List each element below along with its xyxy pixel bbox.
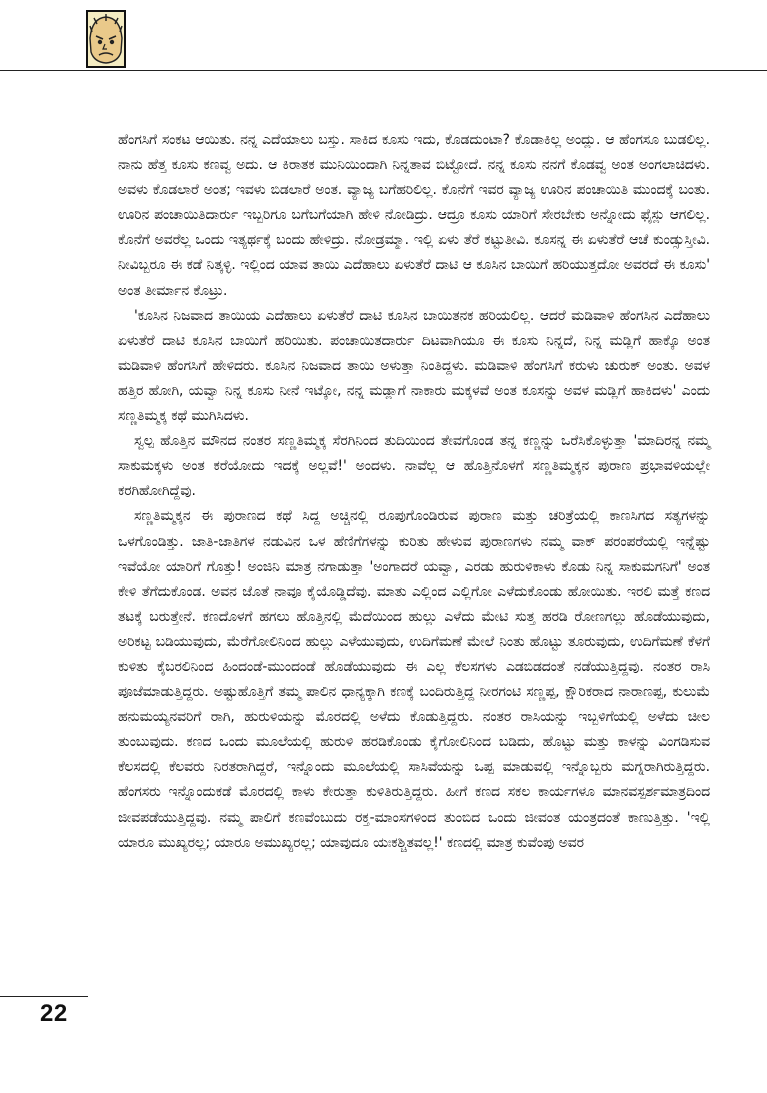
- page-body: [118, 128, 710, 856]
- header-divider: [0, 70, 767, 71]
- paragraph: ಹೆಂಗಸಿಗೆ ಸಂಕಟ ಆಯಿತು. ನನ್ನ ಎದೆಯಾಲು ಬಸ್ತು. ಸಾಕಿದ ಕೂಸು ಇದು, ಕೊಡದುಂಟಾ? ಕೊಡಾಕಿಲ್ಲ ಅಂದ್ಲು. ಆ ಹೆಂಗಸೂ ಬುಡಲಿಲ್ಲ. ನಾನು ಹೆತ್ತ ಕೂಸು ಕಣವ್ವ ಅದು. ಆ ಕಿರಾತಕ ಮುನಿಯಿಂದಾಗಿ ನಿನ್ನತಾವ ಬಿಟ್ಟೋದೆ. ನನ್ನ ಕೂಸು ನನಗೆ ಕೊಡವ್ವ ಅಂತ ಅಂಗಲಾಚಿದಳು. ಅವಳು ಕೊಡಲಾರೆ ಅಂತ; ಇವಳು ಬಿಡಲಾರೆ ಅಂತ. ವ್ಯಾಜ್ಯ ಬಗೆಹರಿಲಿಲ್ಲ. ಕೊನೆಗೆ ಇವರ ವ್ಯಾಜ್ಯ ಊರಿನ ಪಂಚಾಯಿತಿ ಮುಂದಕ್ಕೆ ಬಂತು. ಊರಿನ ಪಂಚಾಯಿತಿದಾರ್ರು ಇಬ್ಬರಿಗೂ ಬಗೆಬಗೆಯಾಗಿ ಹೇಳಿ ನೋಡಿದ್ರು. ಆದ್ರೂ ಕೂಸು ಯಾರಿಗೆ ಸೇರಬೇಕು ಅನ್ನೋದು ಫೈಸ್ಲು ಆಗಲಿಲ್ಲ. ಕೊನೆಗೆ ಅವರೆಲ್ಲ ಒಂದು ಇತ್ಯರ್ಥಕ್ಕೆ ಬಂದು ಹೇಳಿದ್ರು. ನೋಡ್ರಮ್ಮಾ. ಇಲ್ಲಿ ಏಳು ತೆರೆ ಕಟ್ಟುತೀವಿ. ಕೂಸನ್ನ ಈ ಏಳುತೆರೆ ಆಚೆ ಕುಂಡ್ಸುಸ್ತೀವಿ. ನೀವಿಬ್ಬರೂ ಈ ಕಡೆ ನಿತ್ಕಳ್ಳಿ. ಇಲ್ಲಿಂದ ಯಾವ ತಾಯಿ ಎದೆಹಾಲು ಏಳುತೆರೆ ದಾಟಿ ಆ ಕೂಸಿನ ಬಾಯಿಗೆ ಹರಿಯುತ್ತದೋ ಅವರದೆ ಈ ಕೂಸು' ಅಂತ ತೀರ್ಮಾನ ಕೊಟ್ರು.: [118, 132, 710, 299]
- cartoon-face-logo-icon: [86, 10, 126, 68]
- footer-divider: [0, 996, 88, 997]
- cartoon-face-drawing: [88, 12, 124, 66]
- paragraph: ಸ್ವಲ್ಪ ಹೊತ್ತಿನ ಮೌನದ ನಂತರ ಸಣ್ಣತಿಮ್ಮಕ್ಕ ಸೆರಗಿನಿಂದ ತುದಿಯಿಂದ ತೇವಗೊಂಡ ತನ್ನ ಕಣ್ಣನ್ನು ಒರೆಸಿಕೊಳ್ಳುತ್ತಾ 'ಮಾದಿರನ್ನ ನಮ್ಮ ಸಾಕುಮಕ್ಕಳು ಅಂತ ಕರೆಯೋದು ಇದಕ್ಕೆ ಅಲ್ಲವೆ!' ಅಂದಳು. ನಾವೆಲ್ಲ ಆ ಹೊತ್ತಿನೊಳಗೆ ಸಣ್ಣತಿಮ್ಮಕ್ಕನ ಪುರಾಣ ಪ್ರಭಾವಳಿಯಲ್ಲೇ ಕರಗಿಹೋಗಿದ್ದೆವು.: [118, 433, 710, 500]
- page-number: 22: [40, 1000, 68, 1027]
- paragraph: 'ಕೂಸಿನ ನಿಜವಾದ ತಾಯಿಯ ಎದೆಹಾಲು ಏಳುತೆರೆ ದಾಟಿ ಕೂಸಿನ ಬಾಯಿತನಕ ಹರಿಯಲಿಲ್ಲ. ಆದರೆ ಮಡಿವಾಳಿ ಹೆಂಗಸಿನ ಎದೆಹಾಲು ಏಳುತೆರೆ ದಾಟಿ ಕೂಸಿನ ಬಾಯಿಗೆ ಹರಿಯಿತು. ಪಂಚಾಯಿತದಾರ್ರು ದಿಟವಾಗಿಯೂ ಈ ಕೂಸು ನಿನ್ನದೆ, ನಿನ್ನ ಮಡ್ಲಿಗೆ ಹಾಕ್ಕೊ ಅಂತ ಮಡಿವಾಳಿ ಹೆಂಗಸಿಗೆ ಹೇಳಿದರು. ಕೂಸಿನ ನಿಜವಾದ ತಾಯಿ ಅಳುತ್ತಾ ನಿಂತಿದ್ದಳು. ಮಡಿವಾಳಿ ಹೆಂಗಸಿಗೆ ಕರುಳು ಚುರುಕ್ ಅಂತು. ಅವಳ ಹತ್ತಿರ ಹೋಗಿ, ಯವ್ವಾ ನಿನ್ನ ಕೂಸು ನೀನೆ ಇಟ್ಕೋ, ನನ್ನ ಮಡ್ಲಾಗೆ ನಾಕಾರು ಮಕ್ಕಳವೆ ಅಂತ ಕೂಸನ್ನು ಅವಳ ಮಡ್ಲಿಗೆ ಹಾಕಿದಳು' ಎಂದು ಸಣ್ಣತಿಮ್ಮಕ್ಕ ಕಥೆ ಮುಗಿಸಿದಳು.: [118, 307, 710, 425]
- paragraph: ಸಣ್ಣತಿಮ್ಮಕ್ಕನ ಈ ಪುರಾಣದ ಕಥೆ ಸಿದ್ದ ಅಚ್ಚಿನಲ್ಲಿ ರೂಪುಗೊಂಡಿರುವ ಪುರಾಣ ಮತ್ತು ಚರಿತ್ರೆಯಲ್ಲಿ ಕಾಣಸಿಗದ ಸತ್ಯಗಳನ್ನು ಒಳಗೊಂಡಿತ್ತು. ಜಾತಿ-ಜಾತಿಗಳ ನಡುವಿನ ಒಳ ಹೆಣಿಗೆಗಳನ್ನು ಕುರಿತು ಹೇಳುವ ಪುರಾಣಗಳು ನಮ್ಮ ವಾಕ್ ಪರಂಪರೆಯಲ್ಲಿ ಇನ್ನೆಷ್ಟು ಇವೆಯೋ ಯಾರಿಗೆ ಗೊತ್ತು! ಅಂಜಿನಿ ಮಾತ್ರ ನಗಾಡುತ್ತಾ 'ಅಂಗಾದರೆ ಯವ್ವಾ, ಎರಡು ಹುರುಳಿಕಾಳು ಕೊಡು ನಿನ್ನ ಸಾಕುಮಗನಿಗೆ' ಅಂತ ಕೇಳಿ ತೆಗೆದುಕೊಂಡ. ಅವನ ಜೊತೆ ನಾವೂ ಕೈಯೊಡ್ಡಿದೆವು. ಮಾತು ಎಲ್ಲಿಂದ ಎಲ್ಲಿಗೋ ಎಳೆದುಕೊಂಡು ಹೋಯಿತು. ಇರಲಿ ಮತ್ತೆ ಕಣದ ತಟಕ್ಕೆ ಬರುತ್ತೇನೆ. ಕಣದೊಳಗೆ ಹಗಲು ಹೊತ್ತಿನಲ್ಲಿ ಮೆದೆಯಿಂದ ಹುಲ್ಲು ಎಳೆದು ಮೇಟಿ ಸುತ್ತ ಹರಡಿ ರೋಣಗಲ್ಲು ಹೊಡೆಯುವುದು, ಅರಿಕಟ್ಟ ಬಡಿಯುವುದು, ಮೆರೆಗೋಲಿನಿಂದ ಹುಲ್ಲು ಎಳೆಯುವುದು, ಉದಿಗೆಮಣೆ ಮೇಲೆ ನಿಂತು ಹೊಟ್ಟು ತೂರುವುದು, ಉದಿಗೆಮಣೆ ಕೆಳಗೆ ಕುಳಿತು ಕೈಬರಲಿನಿಂದ ಹಿಂದಂಡೆ-ಮುಂದಂಡೆ ಹೊಡೆಯುವುದು ಈ ಎಲ್ಲ ಕೆಲಸಗಳು ಎಡಬಿಡದಂತೆ ನಡೆಯುತ್ತಿದ್ದವು. ನಂತರ ರಾಸಿ ಪೂಜೆಮಾಡುತ್ತಿದ್ದರು. ಅಷ್ಟುಹೊತ್ತಿಗೆ ತಮ್ಮ ಪಾಲಿನ ಧಾನ್ಯಕ್ಕಾಗಿ ಕಣಕ್ಕೆ ಬಂದಿರುತ್ತಿದ್ದ ನೀರಗಂಟಿ ಸಣ್ಣಪ್ಪ, ಕ್ಷೌರಿಕರಾದ ನಾರಾಣಪ್ಪ, ಕುಲುಮೆ ಹನುಮಯ್ಯನವರಿಗೆ ರಾಗಿ, ಹುರುಳಿಯನ್ನು ಮೊರದಲ್ಲಿ ಅಳೆದು ಕೊಡುತ್ತಿದ್ದರು. ನಂತರ ರಾಸಿಯನ್ನು ಇಬ್ಬಳಿಗೆಯಲ್ಲಿ ಅಳೆದು ಚೀಲ ತುಂಬುವುದು. ಕಣದ ಒಂದು ಮೂಲೆಯಲ್ಲಿ ಹುರುಳಿ ಹರಡಿಕೊಂಡು ಕೈಗೋಲಿನಿಂದ ಬಡಿದು, ಹೊಟ್ಟು ಮತ್ತು ಕಾಳನ್ನು ವಿಂಗಡಿಸುವ ಕೆಲಸದಲ್ಲಿ ಕೆಲವರು ನಿರತರಾಗಿದ್ದರೆ, ಇನ್ನೊಂದು ಮೂಲೆಯಲ್ಲಿ ಸಾಸಿವೆಯನ್ನು ಒಪ್ಪ ಮಾಡುವಲ್ಲಿ ಇನ್ನೊಬ್ಬರು ಮಗ್ನರಾಗಿರುತ್ತಿದ್ದರು. ಹೆಂಗಸರು ಇನ್ನೊಂದುಕಡೆ ಮೊರದಲ್ಲಿ ಕಾಳು ಕೇರುತ್ತಾ ಕುಳಿತಿರುತ್ತಿದ್ದರು. ಹೀಗೆ ಕಣದ ಸಕಲ ಕಾರ್ಯಗಳೂ ಮಾನವಸ್ಪರ್ಶಮಾತ್ರದಿಂದ ಜೀವಪಡೆಯುತ್ತಿದ್ದವು. ನಮ್ಮ ಪಾಲಿಗೆ ಕಣವೆಂಬುದು ರಕ್ತ-ಮಾಂಸಗಳಿಂದ ತುಂಬಿದ ಒಂದು ಜೀವಂತ ಯಂತ್ರದಂತೆ ಕಾಣುತ್ತಿತ್ತು. 'ಇಲ್ಲಿ ಯಾರೂ ಮುಖ್ಯರಲ್ಲ; ಯಾರೂ ಅಮುಖ್ಯರಲ್ಲ; ಯಾವುದೂ ಯಃಕಶ್ಚಿತವಲ್ಲ!' ಕಣದಲ್ಲಿ ಮಾತ್ರ ಕುವೆಂಪು ಅವರ: [118, 508, 710, 851]
